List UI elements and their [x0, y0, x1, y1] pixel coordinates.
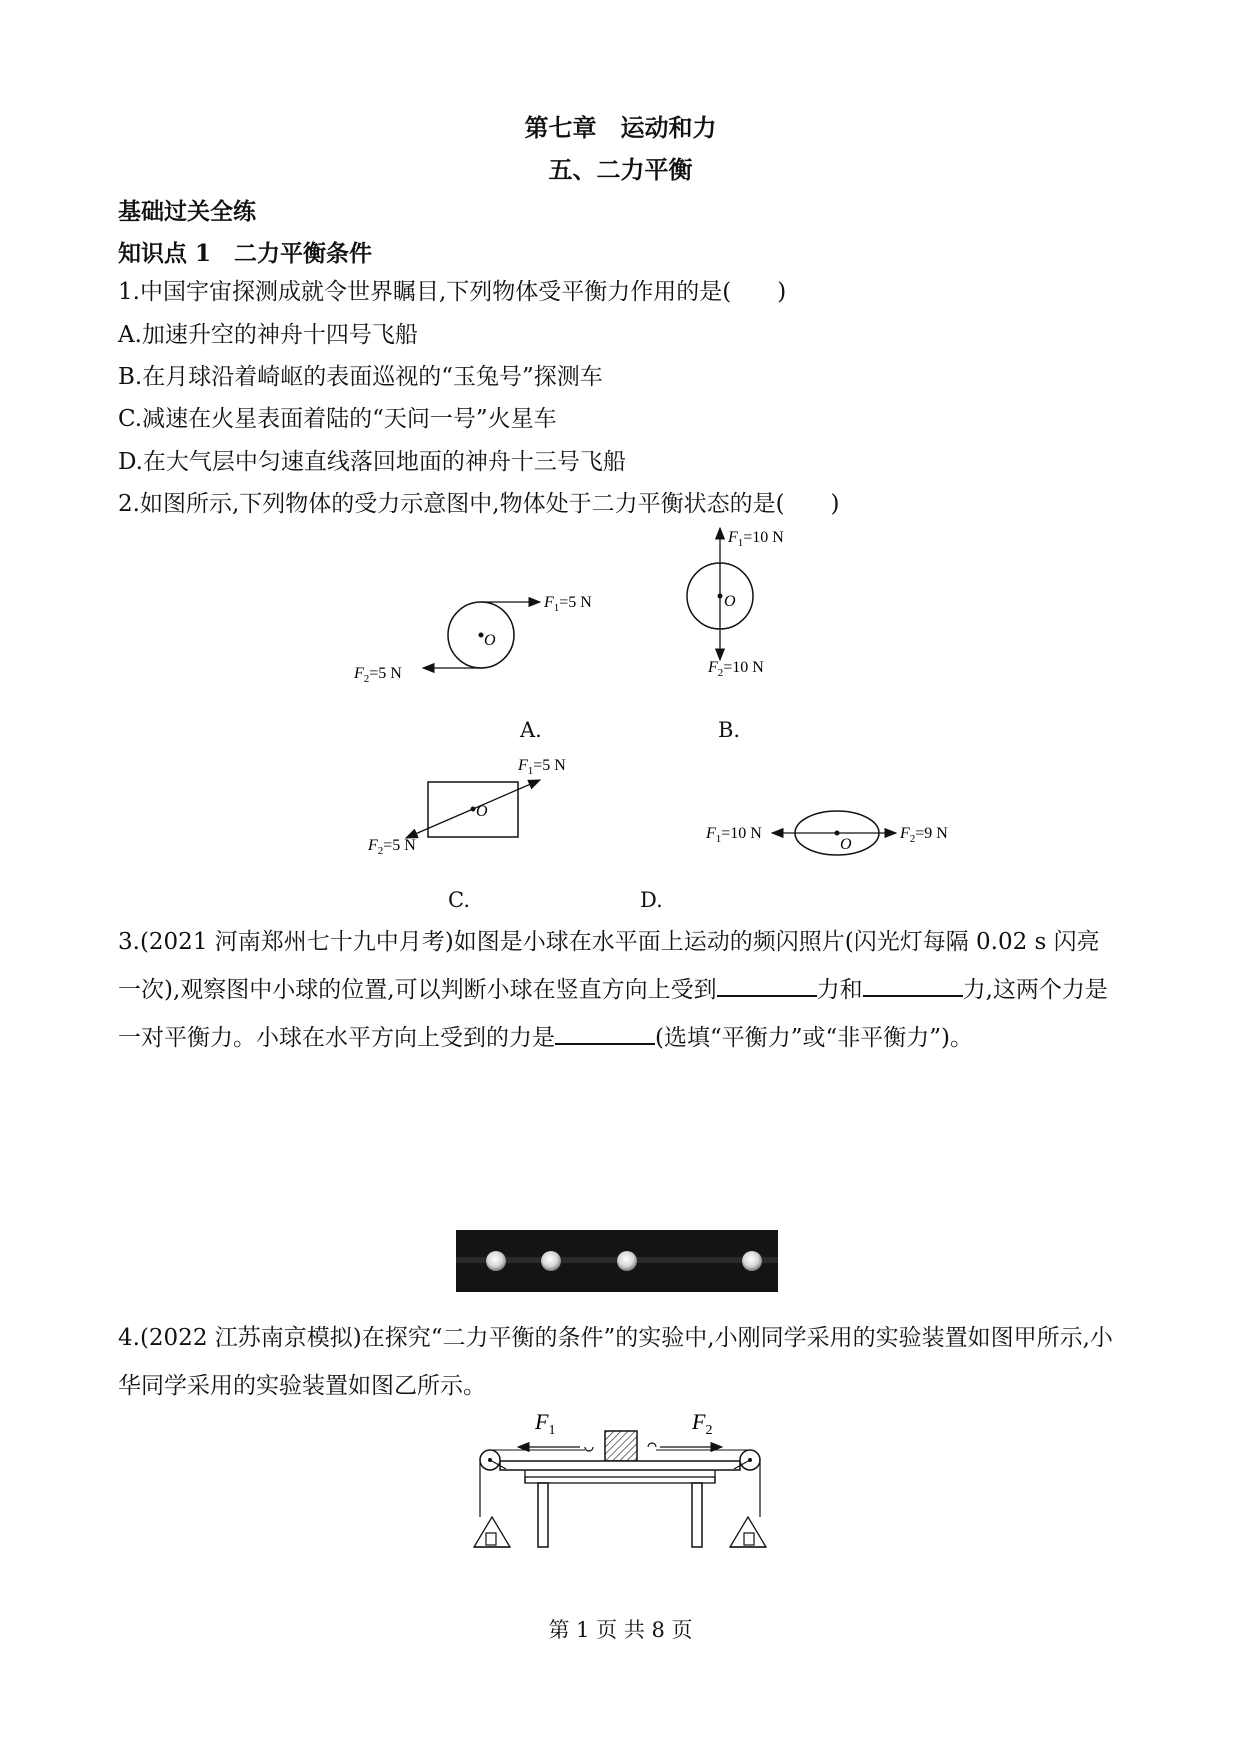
- q1-option-b: B.在月球沿着崎岖的表面巡视的“玉兔号”探测车: [118, 364, 603, 390]
- force-f1-label: $F_1=10$ N: [728, 529, 784, 549]
- q1-option-a: A.加速升空的神舟十四号飞船: [118, 322, 418, 348]
- ball-image-3: [617, 1251, 637, 1271]
- section-title: 五、二力平衡: [548, 155, 693, 184]
- page-footer: 第 1 页 共 8 页: [548, 1618, 693, 1642]
- svg-text:F2=5 N: $F_2=5$ N: [354, 665, 402, 685]
- strobe-photo: [456, 1230, 778, 1292]
- chapter-title: 第七章 运动和力: [524, 113, 717, 142]
- q4-stem: 4.(2022 江苏南京模拟)在探究“二力平衡的条件”的实验中,小刚同学采用的实验装置如图甲所示,小华同学采用的实验装置如图乙所示。: [118, 1325, 1113, 1399]
- f1-label: $F_1$: [535, 1409, 556, 1438]
- force-f1-label: $F_1=5$ N: [544, 594, 592, 614]
- wooden-block: [605, 1431, 637, 1461]
- force-f2-arrow: [406, 809, 473, 838]
- q3-text: 3.(2021 河南郑州七十九中月考)如图是小球在水平面上运动的频闪照片(闪光灯每隔 0.02 s 闪亮一次),观察图中小球的位置,可以判断小球在竖直方向上受到 力和 力,这两个力是一对平衡力。小球在水平方向上受到的力是 (选填“平衡力”或“非平衡力”)。: [118, 929, 1108, 1051]
- knowledge-point-heading: 知识点 1 二力平衡条件: [118, 240, 373, 267]
- q2-caption-d: D.: [640, 888, 663, 912]
- q1-option-c: C.减速在火星表面着陆的“天问一号”火星车: [118, 406, 557, 432]
- table-leg-left: [538, 1483, 548, 1547]
- q2-stem: 2.如图所示,下列物体的受力示意图中,物体处于二力平衡状态的是( ): [118, 491, 840, 517]
- force-f1-arrow: [473, 780, 540, 809]
- ball-image-4: [742, 1251, 762, 1271]
- q2-figure-d: [690, 800, 960, 865]
- center-label: O: [840, 836, 852, 853]
- center-label: O: [484, 632, 496, 649]
- force-f1-label: $F_1=10$ N: [706, 825, 762, 845]
- ball-image-1: [486, 1251, 506, 1271]
- table-top: [500, 1461, 740, 1470]
- practice-heading: 基础过关全练: [118, 198, 256, 225]
- q2-figure-c: [360, 750, 600, 865]
- f2-label: $F_2$: [692, 1409, 713, 1438]
- weight-left: [486, 1533, 496, 1545]
- center-label: O: [476, 803, 488, 820]
- answer-blank-2[interactable]: [863, 973, 963, 997]
- q1-option-d: D.在大气层中匀速直线落回地面的神舟十三号飞船: [118, 449, 626, 475]
- q2-caption-b: B.: [718, 718, 741, 742]
- answer-blank-1[interactable]: [717, 973, 817, 997]
- table-leg-right: [692, 1483, 702, 1547]
- q1-stem: 1.中国宇宙探测成就令世界瞩目,下列物体受平衡力作用的是( ): [118, 279, 787, 305]
- q2-figure-b: [680, 520, 830, 690]
- force-f2-label: $F_2=10$ N: [708, 659, 764, 679]
- apparatus-figure: [470, 1405, 770, 1550]
- q2-figure-a-f2-label: [350, 655, 430, 685]
- force-f2-label: $F_2=9$ N: [900, 825, 948, 845]
- ball-image-2: [541, 1251, 561, 1271]
- center-label: O: [724, 593, 736, 610]
- answer-blank-3[interactable]: [555, 1021, 655, 1045]
- weight-right: [744, 1533, 754, 1545]
- q2-caption-c: C.: [448, 888, 470, 912]
- center-point: [479, 633, 484, 638]
- force-f1-label: $F_1=5$ N: [518, 757, 566, 777]
- q2-caption-a: A.: [520, 718, 542, 742]
- force-f2-label: $F_2=5$ N: [368, 837, 416, 857]
